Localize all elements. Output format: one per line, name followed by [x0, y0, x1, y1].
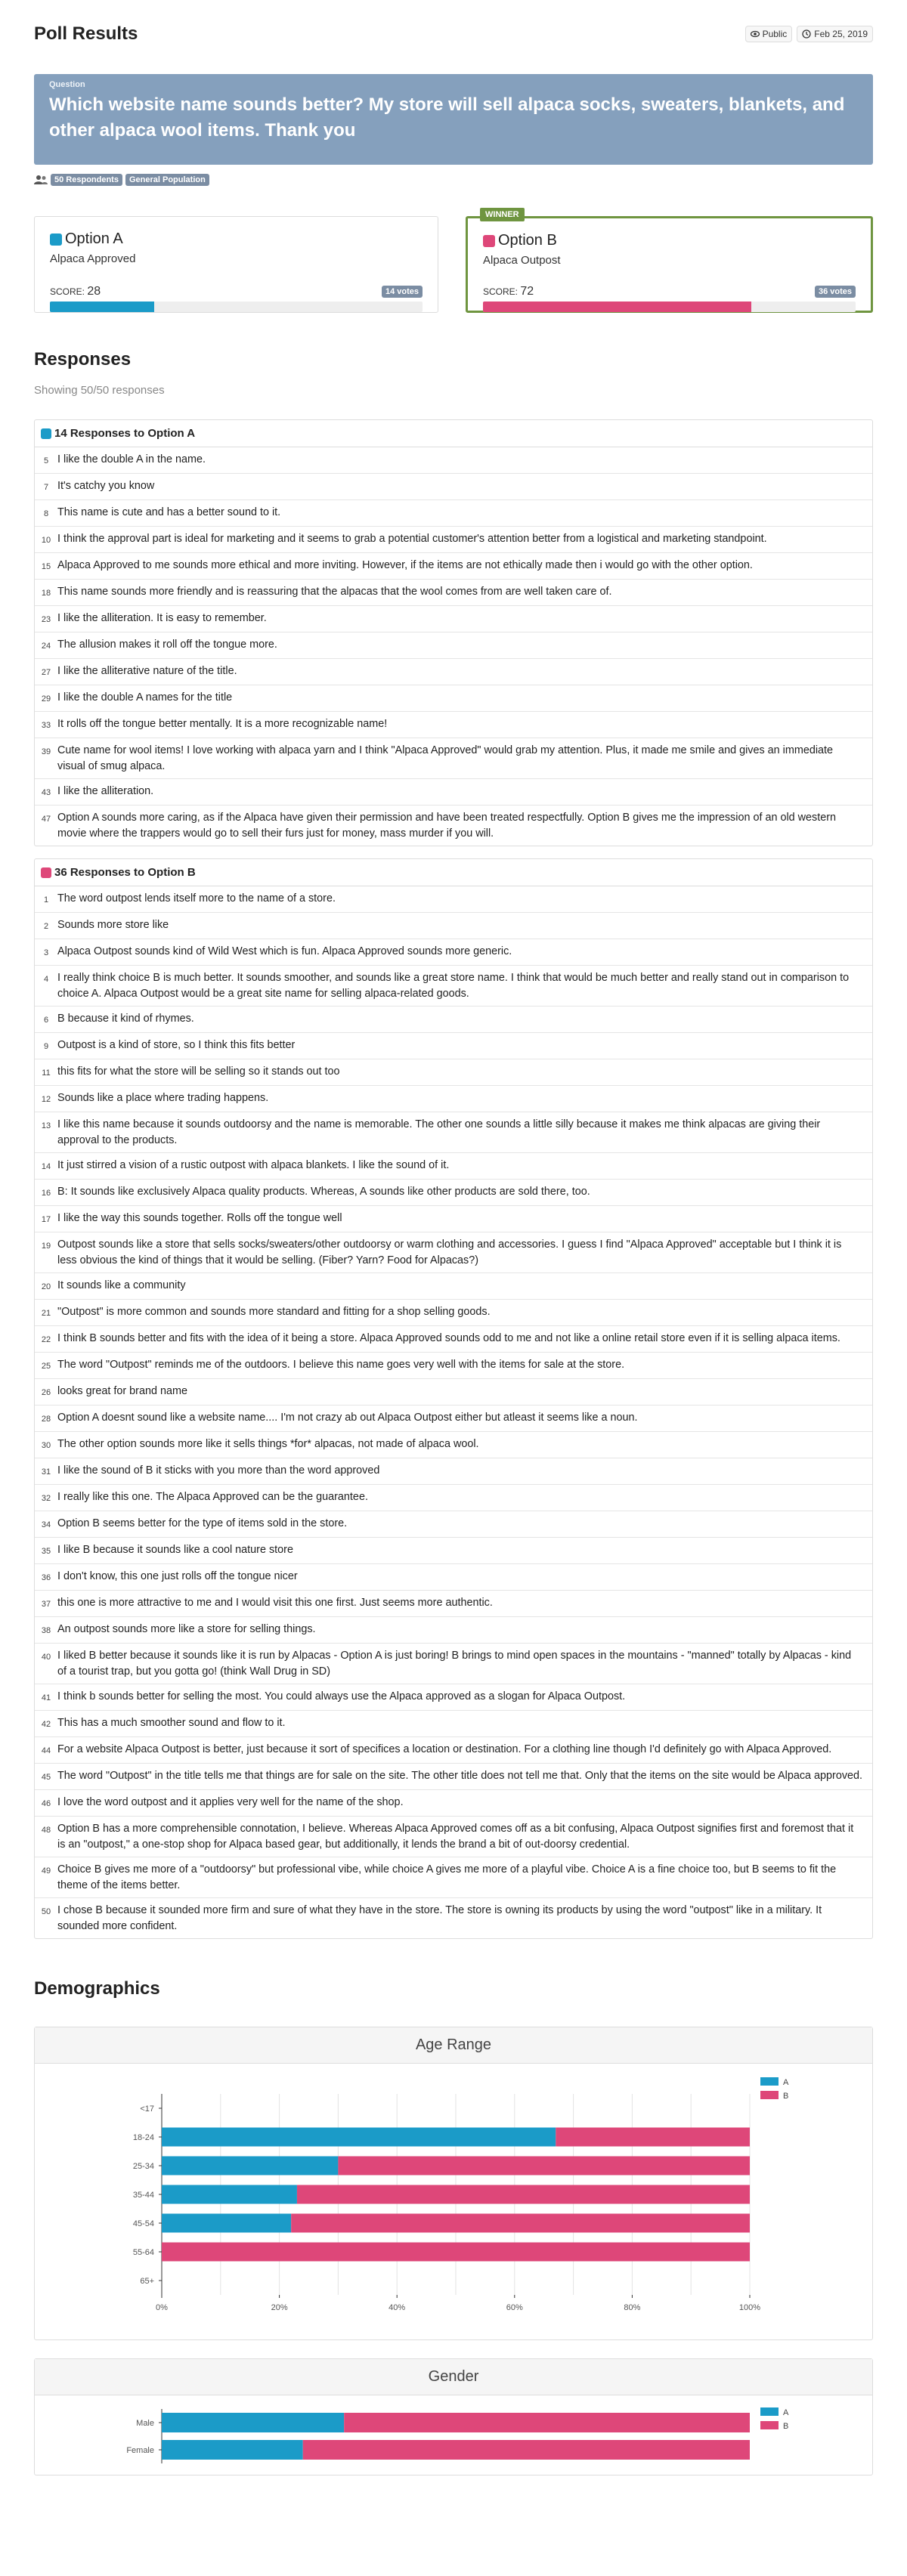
- response-number: 15: [41, 562, 51, 571]
- legend-swatch-a: [760, 2407, 779, 2416]
- audience-tags: [34, 174, 873, 186]
- x-tick-label: 0%: [156, 2303, 168, 2312]
- clock-icon: [802, 29, 811, 39]
- responses-count: Showing 50/50 responses: [34, 384, 165, 397]
- bar-b-25-34: [338, 2157, 750, 2176]
- response-number: 44: [41, 1746, 51, 1755]
- question-text: Which website name sounds better? My store will sell alpaca socks, sweaters, blankets, and other alpaca wool items. Thank you: [49, 94, 845, 141]
- response-row: [35, 1300, 872, 1326]
- response-group-option-a: [34, 419, 873, 846]
- x-tick-label: 60%: [506, 2303, 523, 2312]
- response-number: 16: [41, 1189, 51, 1198]
- response-row: [35, 1273, 872, 1300]
- response-row: [35, 1617, 872, 1644]
- response-text: Choice B gives me more of a "outdoorsy" but professional vibe, while choice A gives me more of a playful vibe. Choice A is a fine choice too, but B seems to fit the theme of the items better.: [57, 1863, 837, 1891]
- option-a-card: [34, 216, 438, 313]
- response-text: I chose B because it sounded more firm and sure of what they have in the store. The store is owning its products by using the word "outpost" like in a military. It sounded more confident.: [57, 1904, 822, 1932]
- age-range-chart: [35, 2064, 872, 2336]
- response-row: [35, 1206, 872, 1232]
- response-number: 30: [41, 1441, 51, 1450]
- response-row: [35, 447, 872, 474]
- response-text: It rolls off the tongue better mentally. It is a more recognizable name!: [57, 718, 388, 730]
- response-row: [35, 1857, 872, 1898]
- response-row: [35, 1180, 872, 1206]
- response-text: This has a much smoother sound and flow to it.: [57, 1717, 286, 1729]
- response-text: I really like this one. The Alpaca Approved can be the guarantee.: [57, 1491, 368, 1503]
- option-b-swatch: [483, 235, 495, 247]
- response-row: [35, 1379, 872, 1406]
- option-b-score-bar: [483, 302, 856, 312]
- response-row: [35, 1406, 872, 1432]
- legend-swatch-b: [760, 2091, 779, 2099]
- bar-b-Female: [303, 2440, 750, 2460]
- response-number: 2: [43, 922, 49, 931]
- response-text: I think the approval part is ideal for marketing and it seems to grab a potential customer's attention better from a logistical and marketing standpoint.: [57, 533, 767, 545]
- response-group-label: 14 Responses to Option A: [54, 427, 196, 440]
- bar-b-18-24: [556, 2128, 750, 2147]
- response-row: [35, 1684, 872, 1711]
- response-row: [35, 659, 872, 685]
- response-row: [35, 1898, 872, 1938]
- response-number: 35: [41, 1547, 51, 1556]
- response-row: [35, 1737, 872, 1764]
- response-number: 28: [41, 1415, 51, 1424]
- response-text: this one is more attractive to me and I would visit this one first. Just seems more authentic.: [57, 1597, 493, 1609]
- response-row: [35, 939, 872, 966]
- category-label: 55-64: [132, 2248, 154, 2257]
- option-b-score-label: SCORE:: [483, 286, 519, 297]
- response-row: [35, 606, 872, 632]
- response-text: Outpost is a kind of store, so I think this fits better: [57, 1039, 296, 1051]
- response-text: Alpaca Outpost sounds kind of Wild West which is fun. Alpaca Approved sounds more generic.: [57, 945, 512, 957]
- option-a-name: Alpaca Approved: [50, 252, 136, 265]
- eye-icon: [751, 29, 760, 39]
- response-row: [35, 1153, 872, 1180]
- group-color-swatch: [41, 867, 51, 878]
- response-text: I don't know, this one just rolls off the tongue nicer: [57, 1570, 298, 1582]
- bar-b-45-54: [291, 2214, 750, 2233]
- response-text: Alpaca Approved to me sounds more ethical and more inviting. However, if the items are not ethically made then i would go with the other option.: [57, 559, 753, 571]
- response-row: [35, 500, 872, 527]
- category-label: 18-24: [132, 2133, 154, 2142]
- option-a-swatch: [50, 233, 62, 246]
- response-row: [35, 1432, 872, 1458]
- response-text: Cute name for wool items! I love working with alpaca yarn and I think "Alpaca Approved" would grab my attention. Plus, it made me smile and gives an immediate visual of smug alpaca.: [57, 744, 834, 772]
- response-number: 12: [41, 1095, 51, 1104]
- response-text: this fits for what the store will be selling so it stands out too: [57, 1065, 340, 1078]
- response-text: This name is cute and has a better sound to it.: [57, 506, 281, 518]
- legend-swatch-b: [760, 2421, 779, 2429]
- group-color-swatch: [41, 428, 51, 439]
- bar-a-18-24: [162, 2128, 556, 2147]
- category-label: Female: [126, 2446, 154, 2455]
- response-text: The allusion makes it roll off the tongue more.: [57, 639, 277, 651]
- response-text: I like the sound of B it sticks with you more than the word approved: [57, 1464, 380, 1477]
- response-number: 17: [41, 1215, 51, 1224]
- options-row: [34, 210, 873, 313]
- response-number: 33: [41, 721, 51, 730]
- respondents-tag: 50 Respondents: [51, 174, 122, 186]
- visibility-label: Public: [762, 29, 788, 39]
- response-row: [35, 1790, 872, 1817]
- response-text: For a website Alpaca Outpost is better, just because it sort of specifices a location or destination. For a clothing line though I'd definitely go with Alpaca Approved.: [57, 1743, 832, 1755]
- response-number: 46: [41, 1799, 51, 1808]
- response-row: [35, 1764, 872, 1790]
- response-row: [35, 1711, 872, 1737]
- category-label: 65+: [140, 2277, 154, 2286]
- page-title: Poll Results: [34, 23, 138, 44]
- category-label: Male: [136, 2419, 154, 2428]
- response-text: I think B sounds better and fits with the idea of it being a store. Alpaca Approved sounds odd to me and not like a online retail store even if it is selling alpaca items.: [57, 1332, 840, 1344]
- response-group-label: 36 Responses to Option B: [54, 866, 196, 879]
- age-range-chart-card: [34, 2027, 873, 2340]
- response-text: The word "Outpost" reminds me of the outdoors. I believe this name goes very well with the items for sale at the store.: [57, 1359, 625, 1371]
- x-tick-label: 100%: [738, 2303, 761, 2312]
- response-row: [35, 553, 872, 580]
- response-text: Option A sounds more caring, as if the Alpaca have given their permission and have been treated respectfully. Option B gives me the impression of an old western movie where the trappers would go to sell their furs just for money, mass murder if you will.: [57, 812, 837, 840]
- response-row: [35, 806, 872, 846]
- users-icon: [34, 175, 48, 185]
- response-number: 27: [41, 668, 51, 677]
- response-row: [35, 1007, 872, 1033]
- response-row: [35, 1033, 872, 1059]
- responses-heading: Responses: [34, 349, 132, 370]
- response-text: Outpost sounds like a store that sells socks/sweaters/other outdoorsy or warm clothing and accessories. I guess I find "Alpaca Approved" acceptable but I think it is less obvious the kind of things that it would be selling. (Fiber? Yarn? Food for Alpacas?): [57, 1239, 842, 1266]
- option-a-score-label: SCORE:: [50, 286, 85, 297]
- bar-a-45-54: [162, 2214, 291, 2233]
- response-row: [35, 1059, 872, 1086]
- response-text: An outpost sounds more like a store for selling things.: [57, 1623, 316, 1635]
- response-row: [35, 1112, 872, 1153]
- response-number: 49: [41, 1866, 51, 1876]
- poll-results-page: [34, 0, 873, 2475]
- response-row: [35, 1326, 872, 1353]
- legend-swatch-a: [760, 2077, 779, 2086]
- response-row: [35, 779, 872, 806]
- response-number: 50: [41, 1907, 51, 1916]
- response-text: Option B seems better for the type of items sold in the store.: [57, 1517, 348, 1529]
- demographics-heading: Demographics: [34, 1978, 160, 1999]
- response-text: This name sounds more friendly and is reassuring that the alpacas that the wool comes from are well taken care of.: [57, 586, 612, 598]
- response-number: 10: [41, 536, 51, 545]
- option-b-name: Alpaca Outpost: [483, 254, 561, 267]
- response-text: The other option sounds more like it sells things *for* alpacas, not made of alpaca wool.: [57, 1438, 479, 1450]
- option-a-votes: 14 votes: [382, 286, 423, 298]
- response-row: [35, 712, 872, 738]
- response-number: 5: [43, 456, 49, 465]
- response-number: 34: [41, 1520, 51, 1529]
- date-badge: [797, 26, 873, 42]
- bar-a-Male: [162, 2413, 344, 2432]
- response-group-title: [35, 420, 872, 447]
- category-label: <17: [140, 2104, 154, 2114]
- category-label: 35-44: [132, 2191, 154, 2200]
- response-text: I like the double A names for the title: [57, 691, 233, 704]
- response-text: I like this name because it sounds outdoorsy and the name is memorable. The other one sounds a little silly because it makes me think alpacas are giving their approval to the products.: [57, 1118, 821, 1146]
- bar-b-55-64: [162, 2243, 750, 2262]
- response-text: Option B has a more comprehensible connotation, I believe. Whereas Alpaca Approved comes off as a bit confusing, Alpaca Outpost signifies first and foremost that it is an "outpost," a one-stop shop for Alpaca based gear, but additionally, it lends the brand a bit of out-doorsy credential.: [57, 1823, 854, 1851]
- page-header: [34, 21, 873, 47]
- response-number: 20: [41, 1282, 51, 1291]
- gender-chart-title: Gender: [35, 2359, 872, 2395]
- response-group-option-b: [34, 858, 873, 1939]
- response-text: B because it kind of rhymes.: [57, 1013, 194, 1025]
- option-b-card: [466, 210, 873, 313]
- response-row: [35, 738, 872, 779]
- response-text: I really think choice B is much better. It sounds smoother, and sounds like a great store name. I think that would be much better and really stand out in comparison to choice A. Alpaca Outpost would be a great site name for selling alpaca-related goods.: [57, 972, 850, 1000]
- response-number: 19: [41, 1242, 51, 1251]
- response-groups: [34, 419, 873, 1939]
- response-number: 22: [41, 1335, 51, 1344]
- response-number: 36: [41, 1573, 51, 1582]
- bar-b-35-44: [297, 2185, 750, 2204]
- response-row: [35, 632, 872, 659]
- response-row: [35, 1564, 872, 1591]
- response-row: [35, 1591, 872, 1617]
- legend-label-b: B: [783, 2422, 789, 2431]
- response-row: [35, 1485, 872, 1511]
- response-text: B: It sounds like exclusively Alpaca quality products. Whereas, A sounds like other products are sold there, too.: [57, 1186, 590, 1198]
- category-label: 45-54: [132, 2219, 154, 2228]
- response-text: I like the alliteration. It is easy to remember.: [57, 612, 267, 624]
- response-number: 29: [41, 694, 51, 704]
- option-a-score: 28: [87, 285, 101, 298]
- response-number: 48: [41, 1826, 51, 1835]
- response-number: 8: [43, 509, 49, 518]
- response-text: "Outpost" is more common and sounds more standard and fitting for a shop selling goods.: [57, 1306, 491, 1318]
- response-number: 4: [43, 975, 49, 984]
- response-row: [35, 1511, 872, 1538]
- bar-b-Male: [344, 2413, 750, 2432]
- response-row: [35, 1232, 872, 1273]
- response-text: I like the alliterative nature of the title.: [57, 665, 237, 677]
- response-number: 21: [41, 1309, 51, 1318]
- legend-label-a: A: [783, 2078, 789, 2087]
- response-number: 43: [41, 788, 51, 797]
- option-a-score-bar: [50, 302, 423, 312]
- response-text: I like the double A in the name.: [57, 453, 206, 465]
- response-row: [35, 474, 872, 500]
- x-tick-label: 40%: [388, 2303, 406, 2312]
- category-label: 25-34: [132, 2162, 154, 2171]
- response-row: [35, 580, 872, 606]
- response-number: 23: [41, 615, 51, 624]
- date-label: Feb 25, 2019: [814, 29, 868, 39]
- legend-label-b: B: [783, 2092, 789, 2101]
- question-panel: [34, 74, 873, 165]
- response-row: [35, 1353, 872, 1379]
- response-row: [35, 1644, 872, 1684]
- option-b-score-fill: [483, 302, 751, 312]
- response-number: 6: [43, 1016, 49, 1025]
- response-number: 14: [41, 1162, 51, 1171]
- response-number: 42: [41, 1720, 51, 1729]
- response-number: 25: [41, 1362, 51, 1371]
- response-number: 13: [41, 1121, 51, 1130]
- response-text: looks great for brand name: [57, 1385, 187, 1397]
- gender-chart: [35, 2395, 872, 2471]
- option-a-score-fill: [50, 302, 154, 312]
- visibility-badge: [745, 26, 793, 42]
- response-text: I liked B better because it sounds like it is run by Alpacas - Option A is just boring! B brings to mind open spaces in the mountains - "manned" totally by Alpacas - kind of a tourist trap, but you gotta go! (think Wall Drug in SD): [57, 1650, 852, 1678]
- response-number: 9: [43, 1042, 49, 1051]
- population-tag: General Population: [125, 174, 209, 186]
- response-number: 41: [41, 1693, 51, 1702]
- response-text: The word "Outpost" in the title tells me that things are for sale on the site. The other title does not tell me that. Only that the items on the site would be Alpaca approved.: [57, 1770, 863, 1782]
- legend-label-a: A: [783, 2408, 789, 2417]
- response-text: It sounds like a community: [57, 1279, 186, 1291]
- response-group-title: [35, 859, 872, 886]
- option-b-score: 72: [520, 285, 534, 298]
- response-row: [35, 913, 872, 939]
- option-a-title: Option A: [65, 230, 123, 247]
- response-text: Option A doesnt sound like a website name.... I'm not crazy ab out Alpaca Outpost either but atleast it seems like a noun.: [57, 1412, 638, 1424]
- response-row: [35, 1538, 872, 1564]
- response-number: 37: [41, 1600, 51, 1609]
- response-number: 45: [41, 1773, 51, 1782]
- option-b-title: Option B: [498, 232, 557, 249]
- winner-badge: WINNER: [480, 208, 525, 221]
- response-number: 3: [43, 948, 49, 957]
- response-number: 11: [42, 1068, 51, 1078]
- bar-a-Female: [162, 2440, 303, 2460]
- response-text: The word outpost lends itself more to the name of a store.: [57, 892, 336, 905]
- response-number: 31: [41, 1467, 51, 1477]
- response-number: 1: [43, 895, 49, 905]
- x-tick-label: 20%: [271, 2303, 288, 2312]
- response-row: [35, 685, 872, 712]
- question-label: Question: [49, 80, 85, 89]
- response-number: 24: [41, 642, 51, 651]
- response-number: 39: [41, 747, 51, 756]
- response-number: 40: [41, 1653, 51, 1662]
- x-tick-label: 80%: [624, 2303, 641, 2312]
- response-text: Sounds more store like: [57, 919, 169, 931]
- response-text: I like B because it sounds like a cool nature store: [57, 1544, 293, 1556]
- option-b-votes: 36 votes: [815, 286, 856, 298]
- meta-pills: [745, 26, 873, 42]
- response-row: [35, 1086, 872, 1112]
- response-number: 32: [41, 1494, 51, 1503]
- response-row: [35, 1817, 872, 1857]
- response-text: It's catchy you know: [57, 480, 155, 492]
- response-text: Sounds like a place where trading happens.: [57, 1092, 269, 1104]
- response-number: 38: [41, 1626, 51, 1635]
- response-number: 18: [41, 589, 51, 598]
- response-row: [35, 886, 872, 913]
- age-range-chart-title: Age Range: [35, 2027, 872, 2064]
- response-number: 7: [43, 483, 49, 492]
- response-row: [35, 527, 872, 553]
- response-number: 26: [41, 1388, 51, 1397]
- response-text: I love the word outpost and it applies very well for the name of the shop.: [57, 1796, 404, 1808]
- response-number: 47: [41, 815, 51, 824]
- response-row: [35, 1458, 872, 1485]
- bar-a-35-44: [162, 2185, 297, 2204]
- response-text: I like the way this sounds together. Rolls off the tongue well: [57, 1212, 342, 1224]
- bar-a-25-34: [162, 2157, 338, 2176]
- response-text: It just stirred a vision of a rustic outpost with alpaca blankets. I like the sound of it.: [57, 1159, 450, 1171]
- gender-chart-card: [34, 2358, 873, 2475]
- response-text: I like the alliteration.: [57, 785, 154, 797]
- response-row: [35, 966, 872, 1007]
- response-text: I think b sounds better for selling the most. You could always use the Alpaca approved as a slogan for Alpaca Outpost.: [57, 1690, 626, 1702]
